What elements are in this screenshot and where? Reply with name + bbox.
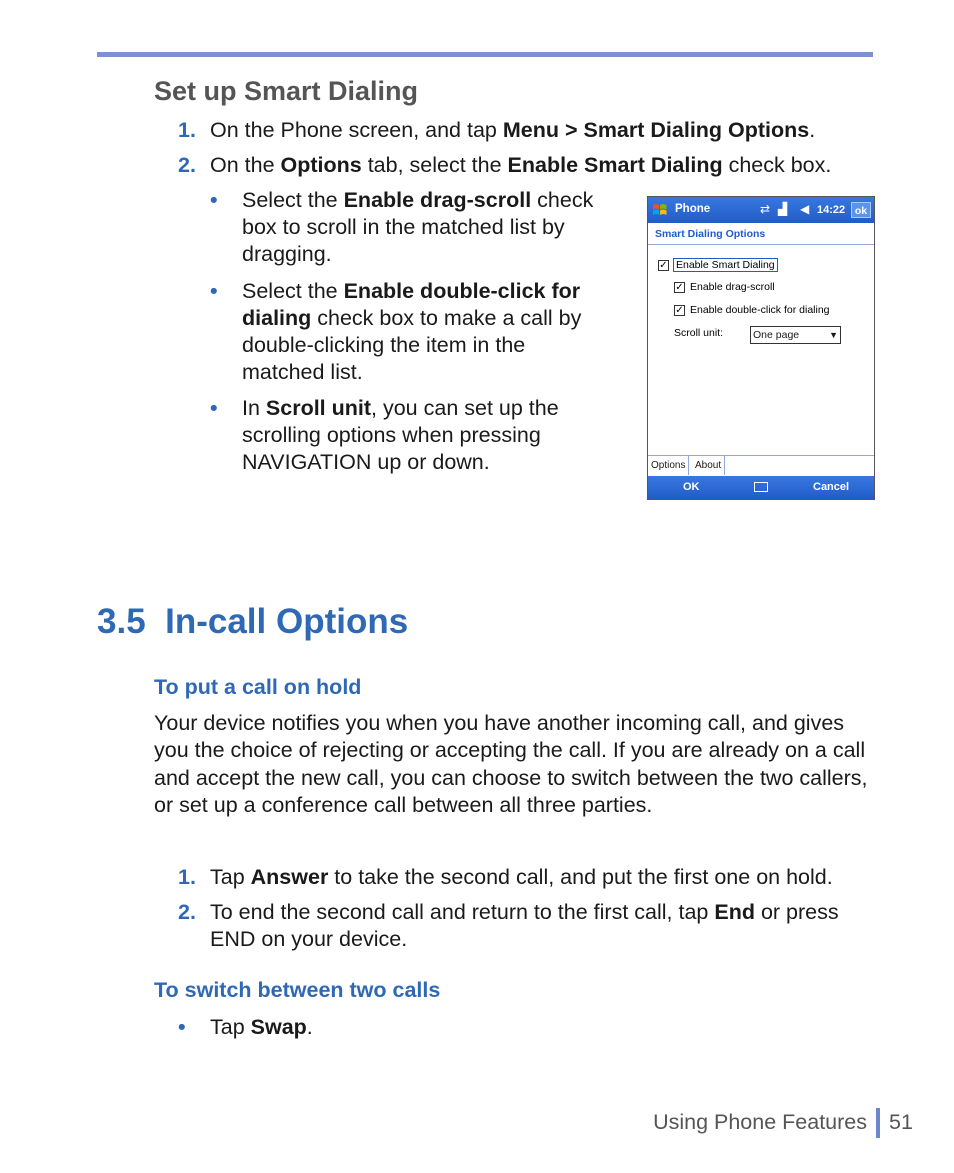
tab-options[interactable]: Options (648, 456, 689, 475)
volume-icon: ◀ (800, 202, 810, 216)
device-softkey-bar (648, 476, 874, 499)
device-heading: Smart Dialing Options (655, 228, 766, 240)
label-enable-drag-scroll: Enable drag-scroll (690, 281, 775, 293)
top-rule (97, 52, 873, 57)
subheading-switch-calls: To switch between two calls (154, 978, 441, 1002)
checkbox-enable-smart-dialing[interactable]: ✓ (659, 260, 668, 271)
step-2: 2. On the Options tab, select the Enable Smart Dialing check box. (178, 153, 832, 177)
device-ok-button[interactable]: ok (851, 202, 871, 218)
windows-flag-icon (652, 202, 668, 218)
footer-divider (876, 1108, 880, 1138)
device-app-title: Phone (675, 203, 711, 215)
keyboard-icon[interactable] (754, 482, 768, 492)
tab-about[interactable]: About (692, 456, 725, 475)
section-title: Set up Smart Dialing (154, 76, 419, 106)
bullet-swap: • Tap Swap. (178, 1015, 313, 1039)
page-number: 51 (889, 1110, 913, 1134)
sync-icon: ⇄ (760, 202, 771, 216)
hold-step-2: 2. To end the second call and return to the first call, tap End or press END on your device. (178, 900, 839, 951)
device-heading-rule (648, 244, 874, 245)
softkey-cancel[interactable]: Cancel (813, 481, 850, 493)
signal-icon: ▟ (778, 202, 788, 216)
softkey-ok[interactable]: OK (683, 481, 700, 493)
hold-step-1: 1. Tap Answer to take the second call, and put the first one on hold. (178, 865, 833, 889)
device-screenshot (647, 196, 875, 500)
checkbox-enable-drag-scroll[interactable]: ✓ (675, 282, 684, 293)
device-clock: 14:22 (817, 204, 846, 216)
dropdown-arrow-icon: ▼ (829, 330, 838, 340)
step-1: 1. On the Phone screen, and tap Menu > Smart Dialing Options. (178, 118, 816, 142)
checkbox-enable-double-click[interactable]: ✓ (675, 305, 684, 316)
label-scroll-unit: Scroll unit: (674, 327, 724, 339)
label-enable-smart-dialing: Enable Smart Dialing (673, 258, 778, 272)
device-title-bar (648, 197, 874, 223)
chapter-title: 3.5 In-call Options (97, 602, 409, 641)
subheading-call-on-hold: To put a call on hold (154, 675, 362, 699)
scroll-unit-value: One page (753, 329, 800, 341)
footer-section-name: Using Phone Features (653, 1110, 867, 1134)
bullet-drag-scroll: • Select the Enable drag-scroll check box to scroll in the matched list by dragging. (210, 188, 594, 266)
bullet-double-click: • Select the Enable double-click for dialing check box to make a call by double-clicking the item in the matched list. (210, 279, 582, 384)
label-enable-double-click: Enable double-click for dialing (690, 304, 830, 316)
scroll-unit-select[interactable] (750, 326, 841, 344)
bullet-scroll-unit: • In Scroll unit, you can set up the scrolling options when pressing NAVIGATION up or down. (210, 396, 559, 474)
hold-paragraph: Your device notifies you when you have another incoming call, and gives you the choice of rejecting or accepting the call. If you are already on a call and accept the new call, you can choose to switch between the two callers, or set up a conference call between all three parties. (154, 711, 868, 817)
